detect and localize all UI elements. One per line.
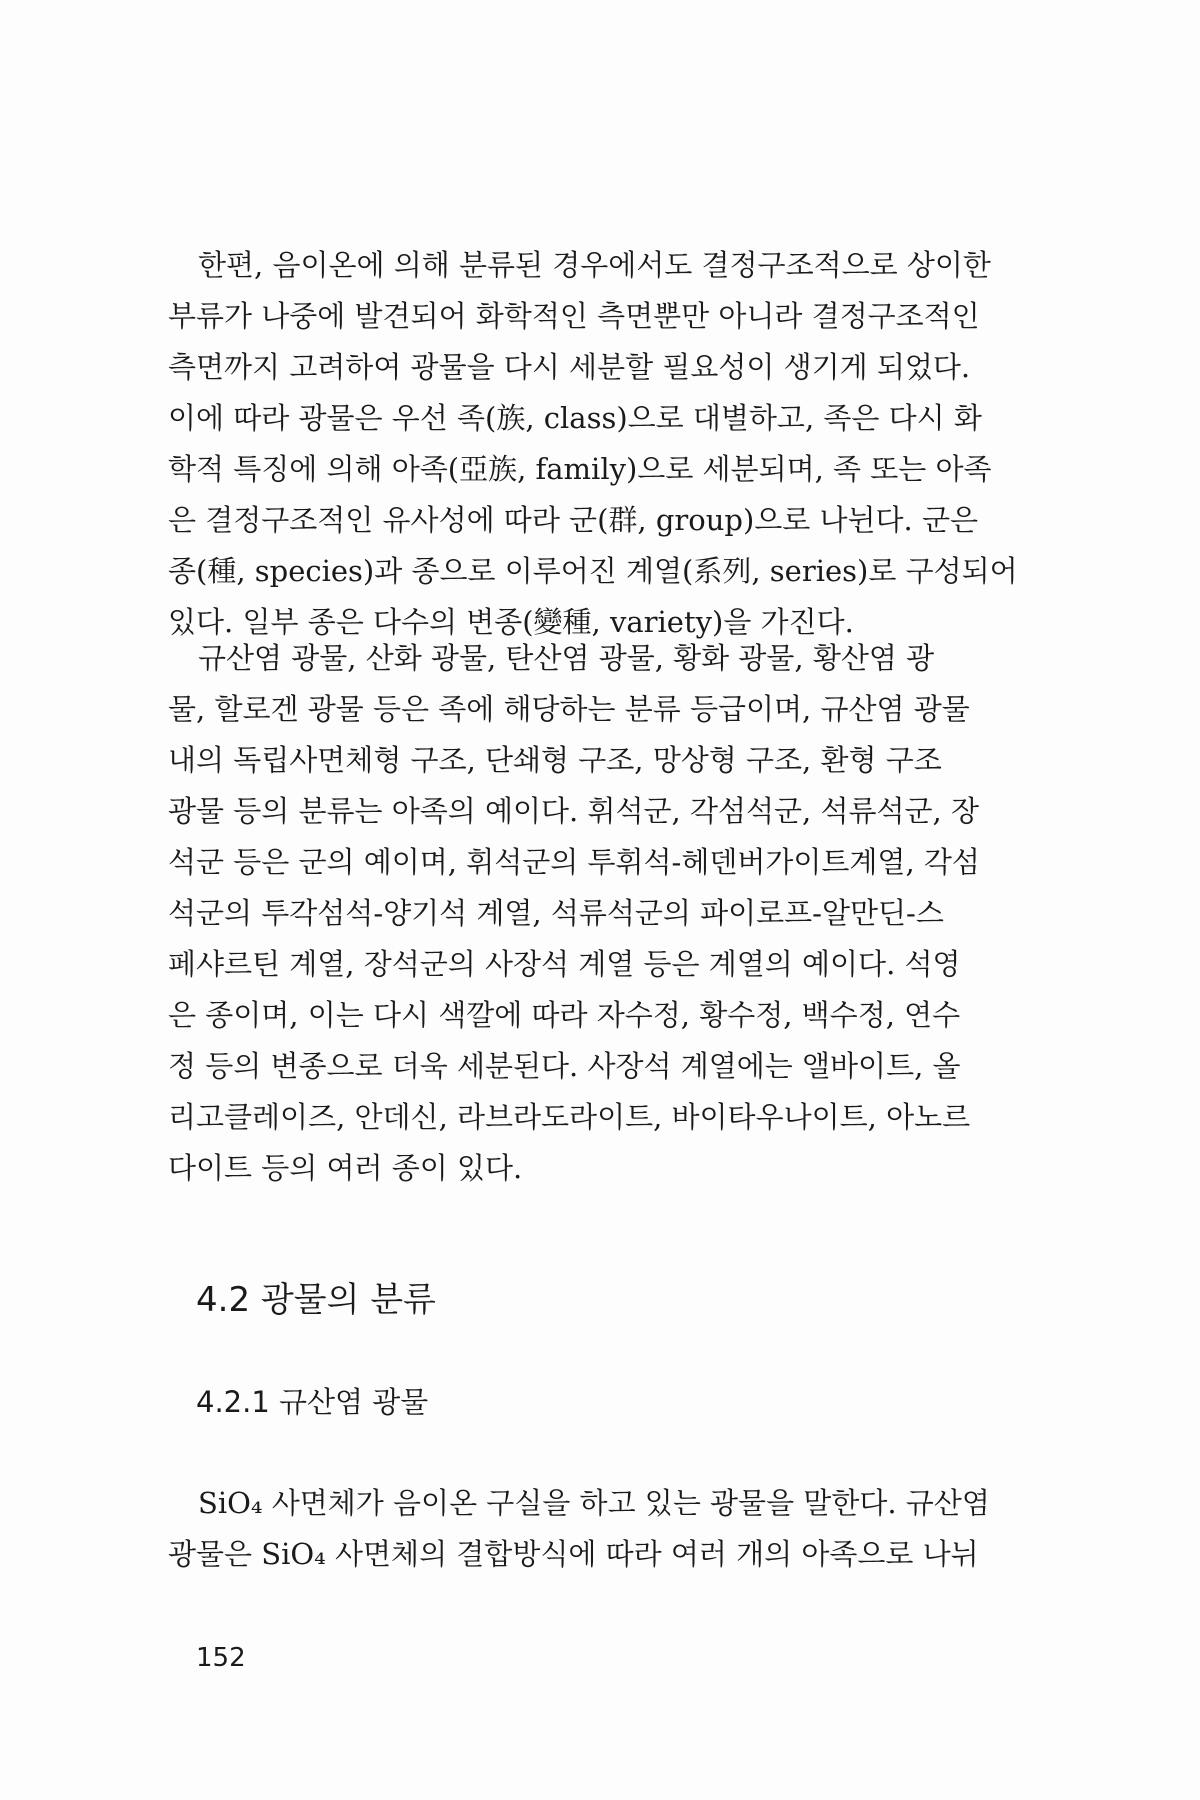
text-line: 물, 할로겐 광물 등은 족에 해당하는 분류 등급이며, 규산염 광물 <box>168 692 970 726</box>
text-line: 규산염 광물, 산화 광물, 탄산염 광물, 황화 광물, 황산염 광 <box>198 641 935 675</box>
text-line: 이에 따라 광물은 우선 족(族, class)으로 대별하고, 족은 다시 화 <box>168 401 982 435</box>
text-line: 페샤르틴 계열, 장석군의 사장석 계열 등은 계열의 예이다. 석영 <box>168 947 961 981</box>
text-line: 다이트 등의 여러 종이 있다. <box>168 1151 523 1185</box>
paragraph-classification-intro <box>168 240 1050 648</box>
section-heading: 4.2 광물의 분류 <box>196 1280 436 1320</box>
text-line: 광물 등의 분류는 아족의 예이다. 휘석군, 각섬석군, 석류석군, 장 <box>168 794 979 828</box>
subsection-heading: 4.2.1 규산염 광물 <box>196 1385 429 1419</box>
paragraph-classification-examples <box>168 633 1050 1194</box>
text-line: 내의 독립사면체형 구조, 단쇄형 구조, 망상형 구조, 환형 구조 <box>168 743 942 777</box>
text-line: 측면까지 고려하여 광물을 다시 세분할 필요성이 생기게 되었다. <box>168 350 971 384</box>
text-line: 리고클레이즈, 안데신, 라브라도라이트, 바이타우나이트, 아노르 <box>168 1100 971 1134</box>
text-line: 종(種, species)과 종으로 이루어진 계열(系列, series)로 구성되어 <box>168 554 1018 588</box>
text-line: 학적 특징에 의해 아족(亞族, family)으로 세분되며, 족 또는 아족 <box>168 452 992 486</box>
text-line: 은 결정구조적인 유사성에 따라 군(群, group)으로 나뉜다. 군은 <box>168 503 979 537</box>
text-line: 석군의 투각섬석-양기석 계열, 석류석군의 파이로프-알만딘-스 <box>168 896 944 930</box>
text-line: 석군 등은 군의 예이며, 휘석군의 투휘석-헤덴버가이트계열, 각섬 <box>168 845 980 879</box>
paragraph-silicate-minerals <box>168 1478 1050 1580</box>
text-line: 정 등의 변종으로 더욱 세분된다. 사장석 계열에는 앨바이트, 올 <box>168 1049 961 1083</box>
text-line: 있다. 일부 종은 다수의 변종(變種, variety)을 가진다. <box>168 605 854 639</box>
text-line: SiO₄ 사면체가 음이온 구실을 하고 있는 광물을 말한다. 규산염 <box>198 1486 990 1520</box>
text-line: 광물은 SiO₄ 사면체의 결합방식에 따라 여러 개의 아족으로 나뉘 <box>168 1537 979 1571</box>
text-line: 한편, 음이온에 의해 분류된 경우에서도 결정구조적으로 상이한 <box>198 248 991 282</box>
text-line: 부류가 나중에 발견되어 화학적인 측면뿐만 아니라 결정구조적인 <box>168 299 980 333</box>
page-number: 152 <box>196 1643 246 1673</box>
text-line: 은 종이며, 이는 다시 색깔에 따라 자수정, 황수정, 백수정, 연수 <box>168 998 961 1032</box>
